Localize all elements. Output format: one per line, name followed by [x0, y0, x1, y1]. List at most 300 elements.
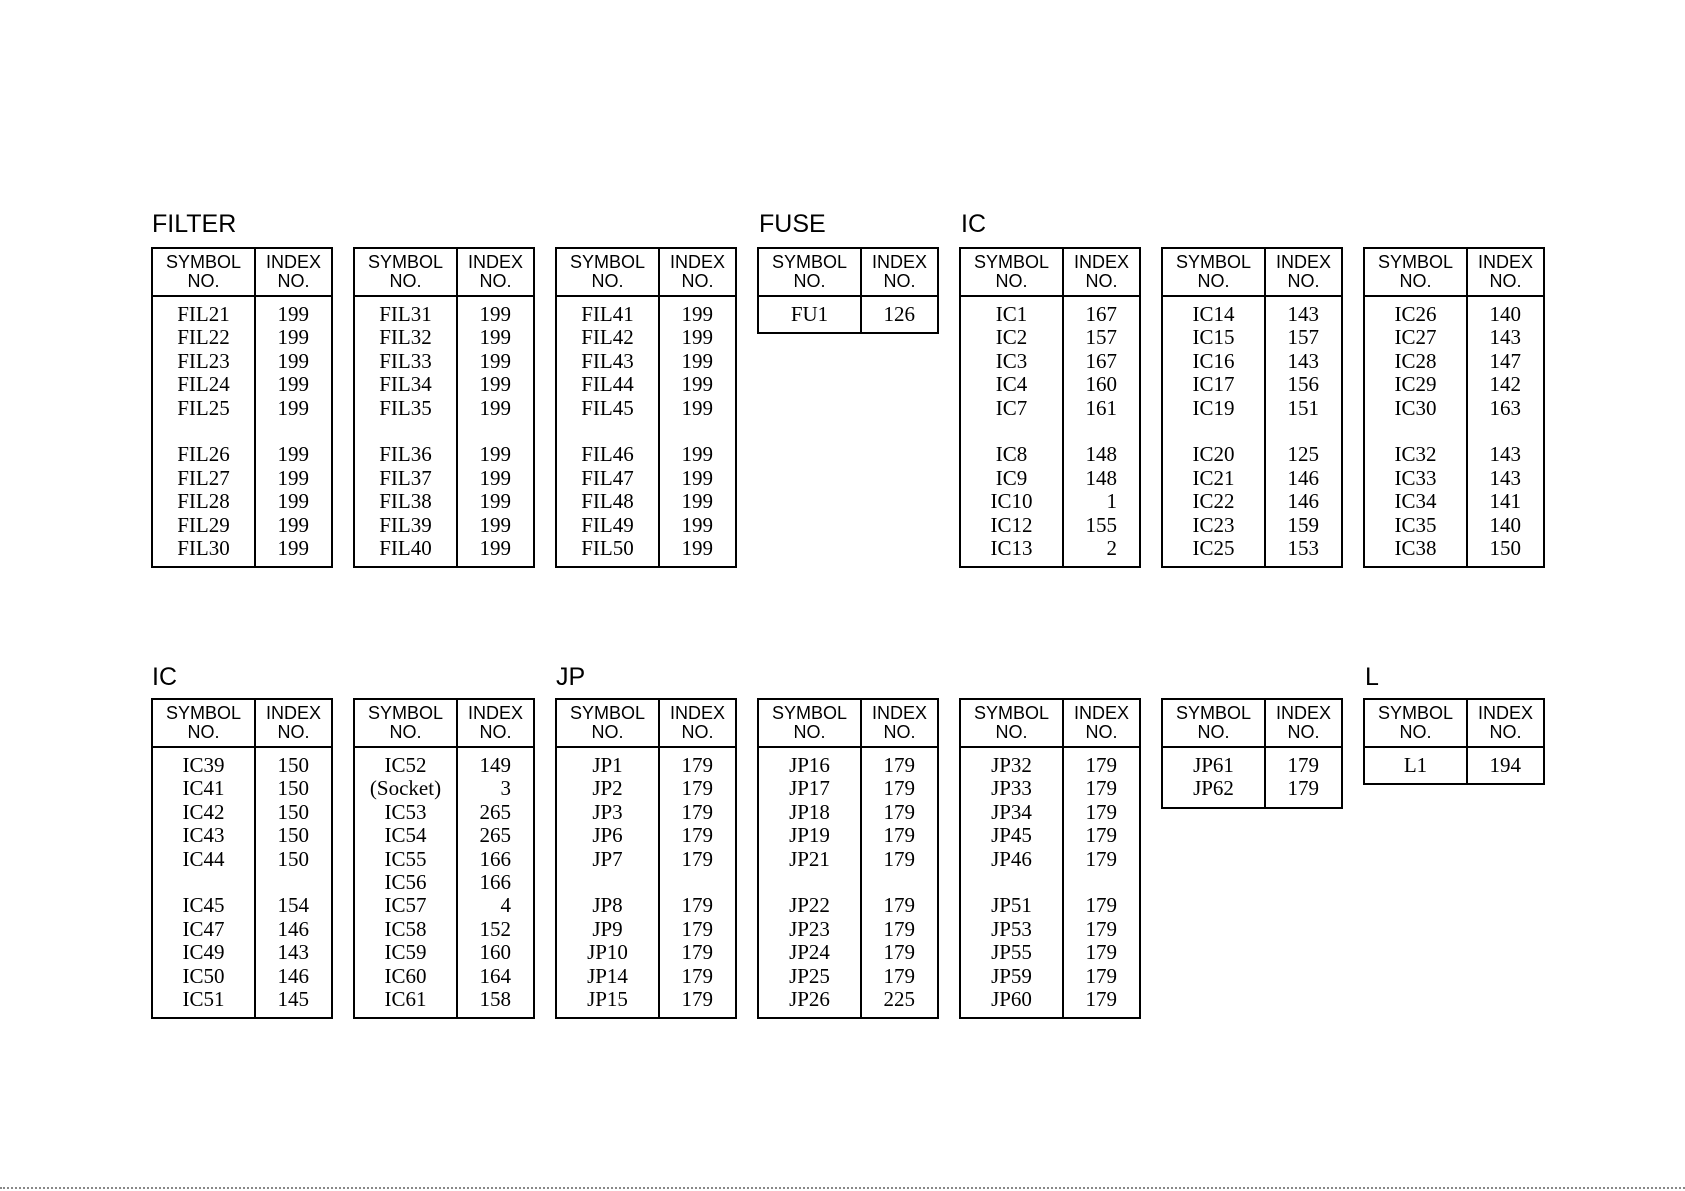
index-cell: 166: [479, 869, 511, 894]
index-cell: [256, 420, 309, 443]
symbol-cell: JP53: [991, 916, 1032, 941]
symbol-column: [1365, 297, 1468, 566]
index-cell: 199: [681, 372, 713, 397]
symbol-cell: IC29: [1394, 372, 1437, 397]
index-cell: 179: [1085, 823, 1117, 848]
index-cell: 199: [277, 395, 309, 420]
index-cell: 164: [479, 963, 511, 988]
symbol-cell: IC13: [990, 535, 1033, 560]
parts-table-ic-4: [151, 698, 333, 1019]
symbol-cell: JP62: [1193, 776, 1234, 801]
symbol-cell: [557, 420, 658, 443]
symbol-cell: FIL29: [177, 512, 230, 537]
symbol-cell: [961, 871, 1062, 894]
symbol-cell: FIL24: [177, 372, 230, 397]
symbol-cell: JP6: [592, 823, 623, 848]
table-body: [759, 297, 937, 332]
index-cell: 199: [479, 465, 511, 490]
header-text: NO.: [479, 271, 512, 291]
symbol-cell: FIL40: [379, 535, 432, 560]
header-text: NO.: [591, 271, 624, 291]
symbol-cell: FIL26: [177, 442, 230, 467]
table-header: [1365, 700, 1543, 748]
symbol-cell: IC54: [384, 823, 427, 848]
index-cell: 179: [681, 916, 713, 941]
index-cell: 161: [1085, 395, 1117, 420]
index-cell: 160: [1085, 372, 1117, 397]
parts-table-jp-4: [1161, 698, 1343, 809]
symbol-cell: IC45: [182, 893, 225, 918]
index-no-header: [1468, 249, 1543, 295]
symbol-cell: [355, 420, 456, 443]
header-text: INDEX: [1073, 703, 1129, 723]
symbol-no-header: [1163, 249, 1266, 295]
symbol-cell: IC43: [182, 823, 225, 848]
index-cell: 143: [1489, 442, 1521, 467]
symbol-cell: [153, 420, 254, 443]
index-cell: 153: [1287, 535, 1319, 560]
symbol-cell: FIL21: [177, 302, 230, 326]
symbol-cell: [557, 871, 658, 894]
parts-table-ic-2: [1161, 247, 1343, 568]
table-header: [153, 700, 331, 748]
symbol-cell: FU1: [790, 302, 829, 326]
index-cell: 150: [277, 846, 309, 871]
table-body: [961, 748, 1139, 1017]
symbol-cell: IC16: [1192, 348, 1235, 373]
index-cell: 2: [1106, 535, 1117, 560]
index-cell: 179: [681, 963, 713, 988]
symbol-cell: JP22: [789, 893, 830, 918]
index-cell: 143: [1489, 465, 1521, 490]
table-header: [355, 249, 533, 297]
index-cell: 179: [883, 916, 915, 941]
symbol-column: [961, 748, 1064, 1017]
symbol-cell: FIL49: [581, 512, 634, 537]
index-cell: 199: [479, 512, 511, 537]
symbol-cell: FIL36: [379, 442, 432, 467]
index-cell: 179: [681, 776, 713, 801]
index-column: [1266, 297, 1341, 566]
symbol-cell: JP14: [587, 963, 628, 988]
symbol-cell: IC4: [995, 372, 1028, 397]
index-no-header: [862, 249, 937, 295]
symbol-column: [1365, 748, 1468, 783]
index-cell: 179: [883, 776, 915, 801]
section-label-filter: FILTER: [152, 210, 237, 238]
symbol-cell: JP17: [789, 776, 830, 801]
symbol-cell: JP61: [1193, 753, 1234, 777]
index-cell: [1064, 871, 1117, 894]
index-cell: 199: [681, 302, 713, 326]
header-text: INDEX: [467, 252, 523, 272]
symbol-cell: IC52: [384, 753, 427, 777]
index-column: [1468, 748, 1543, 783]
symbol-cell: IC51: [182, 986, 225, 1011]
symbol-cell: IC56: [384, 869, 427, 894]
symbol-cell: FIL39: [379, 512, 432, 537]
symbol-cell: FIL35: [379, 395, 432, 420]
symbol-no-header: [355, 700, 458, 746]
symbol-column: [1163, 297, 1266, 566]
header-text: NO.: [1287, 722, 1320, 742]
header-text: NO.: [1197, 722, 1230, 742]
symbol-cell: JP26: [789, 986, 830, 1011]
index-cell: 146: [1287, 489, 1319, 514]
symbol-cell: JP60: [991, 986, 1032, 1011]
symbol-no-header: [961, 700, 1064, 746]
index-cell: 150: [1489, 535, 1521, 560]
symbol-cell: FIL28: [177, 489, 230, 514]
symbol-cell: IC12: [990, 512, 1033, 537]
index-cell: 150: [277, 799, 309, 824]
header-text: NO.: [1085, 271, 1118, 291]
parts-table-filter-2: [353, 247, 535, 568]
index-cell: 150: [277, 776, 309, 801]
index-cell: 179: [681, 893, 713, 918]
index-cell: 179: [883, 799, 915, 824]
symbol-no-header: [759, 700, 862, 746]
index-column: [1064, 297, 1139, 566]
index-cell: 199: [681, 325, 713, 350]
table-body: [1365, 297, 1543, 566]
index-cell: 179: [1085, 916, 1117, 941]
index-cell: 179: [681, 799, 713, 824]
parts-table-ic-1: [959, 247, 1141, 568]
header-text: NO.: [1197, 271, 1230, 291]
symbol-cell: IC2: [995, 325, 1028, 350]
symbol-cell: [759, 871, 860, 894]
index-cell: 179: [1085, 893, 1117, 918]
index-no-header: [256, 700, 331, 746]
index-cell: 159: [1287, 512, 1319, 537]
index-cell: 179: [681, 753, 713, 777]
index-column: [660, 297, 735, 566]
symbol-cell: IC15: [1192, 325, 1235, 350]
index-cell: 194: [1489, 753, 1521, 777]
table-body: [1365, 748, 1543, 783]
table-header: [759, 249, 937, 297]
symbol-cell: JP21: [789, 846, 830, 871]
header-text: NO.: [1085, 722, 1118, 742]
symbol-column: [355, 297, 458, 566]
symbol-cell: IC10: [990, 489, 1033, 514]
symbol-cell: IC53: [384, 799, 427, 824]
symbol-column: [759, 297, 862, 332]
header-text: SYMBOL: [1175, 252, 1252, 272]
index-cell: 154: [277, 893, 309, 918]
symbol-cell: FIL27: [177, 465, 230, 490]
index-cell: 179: [1085, 986, 1117, 1011]
symbol-column: [759, 748, 862, 1017]
symbol-cell: FIL30: [177, 535, 230, 560]
header-text: NO.: [1489, 271, 1522, 291]
table-body: [557, 748, 735, 1017]
symbol-cell: FIL25: [177, 395, 230, 420]
header-text: NO.: [187, 271, 220, 291]
index-no-header: [1266, 700, 1341, 746]
index-cell: 143: [1287, 348, 1319, 373]
symbol-no-header: [961, 249, 1064, 295]
symbol-cell: JP8: [592, 893, 623, 918]
symbol-cell: JP7: [592, 846, 623, 871]
header-text: NO.: [187, 722, 220, 742]
index-cell: 199: [681, 465, 713, 490]
symbol-cell: IC30: [1394, 395, 1437, 420]
table-header: [759, 700, 937, 748]
index-cell: 199: [479, 442, 511, 467]
index-cell: 199: [277, 302, 309, 326]
symbol-no-header: [759, 249, 862, 295]
symbol-cell: FIL22: [177, 325, 230, 350]
index-cell: 157: [1287, 325, 1319, 350]
index-cell: 199: [681, 535, 713, 560]
header-text: INDEX: [467, 703, 523, 723]
symbol-cell: JP32: [991, 753, 1032, 777]
symbol-cell: JP10: [587, 940, 628, 965]
header-text: NO.: [793, 722, 826, 742]
section-label-l: L: [1365, 663, 1379, 691]
index-cell: 156: [1287, 372, 1319, 397]
header-text: SYMBOL: [1377, 252, 1454, 272]
symbol-cell: IC28: [1394, 348, 1437, 373]
symbol-cell: IC33: [1394, 465, 1437, 490]
symbol-no-header: [1365, 700, 1468, 746]
index-cell: 179: [1287, 776, 1319, 801]
index-cell: 199: [681, 395, 713, 420]
table-header: [153, 249, 331, 297]
symbol-cell: FIL32: [379, 325, 432, 350]
index-cell: 199: [277, 442, 309, 467]
header-text: NO.: [591, 722, 624, 742]
header-text: NO.: [995, 271, 1028, 291]
symbol-cell: [1365, 420, 1466, 443]
index-cell: 126: [883, 302, 915, 326]
header-text: INDEX: [1477, 703, 1533, 723]
symbol-cell: FIL37: [379, 465, 432, 490]
section-label-jp: JP: [556, 663, 586, 691]
index-no-header: [256, 249, 331, 295]
header-text: NO.: [389, 271, 422, 291]
table-body: [557, 297, 735, 566]
symbol-no-header: [153, 249, 256, 295]
symbol-cell: IC60: [384, 963, 427, 988]
header-text: INDEX: [1275, 703, 1331, 723]
symbol-cell: IC41: [182, 776, 225, 801]
header-text: INDEX: [871, 252, 927, 272]
index-cell: 179: [681, 846, 713, 871]
symbol-cell: FIL31: [379, 302, 432, 326]
table-header: [355, 700, 533, 748]
index-cell: 143: [277, 940, 309, 965]
symbol-cell: FIL33: [379, 348, 432, 373]
symbol-cell: IC59: [384, 940, 427, 965]
table-body: [1163, 748, 1341, 807]
header-text: INDEX: [871, 703, 927, 723]
header-text: NO.: [1399, 722, 1432, 742]
symbol-cell: JP45: [991, 823, 1032, 848]
symbol-no-header: [355, 249, 458, 295]
index-cell: 179: [883, 753, 915, 777]
header-text: NO.: [883, 271, 916, 291]
header-text: SYMBOL: [973, 252, 1050, 272]
symbol-cell: IC3: [995, 348, 1028, 373]
symbol-column: [153, 748, 256, 1017]
index-cell: 141: [1489, 489, 1521, 514]
index-cell: 199: [277, 512, 309, 537]
symbol-cell: IC9: [995, 465, 1028, 490]
symbol-column: [557, 748, 660, 1017]
symbol-cell: FIL46: [581, 442, 634, 467]
table-header: [961, 700, 1139, 748]
index-cell: [1266, 420, 1319, 443]
symbol-no-header: [557, 249, 660, 295]
index-no-header: [1468, 700, 1543, 746]
symbol-cell: IC49: [182, 940, 225, 965]
header-text: SYMBOL: [569, 703, 646, 723]
index-no-header: [862, 700, 937, 746]
index-cell: 146: [277, 916, 309, 941]
index-no-header: [458, 249, 533, 295]
symbol-cell: FIL50: [581, 535, 634, 560]
symbol-cell: JP55: [991, 940, 1032, 965]
page-bottom-rule: [0, 1187, 1685, 1189]
table-header: [1163, 700, 1341, 748]
header-text: SYMBOL: [1377, 703, 1454, 723]
parts-table-ic-5: [353, 698, 535, 1019]
index-cell: 179: [1085, 799, 1117, 824]
symbol-cell: [153, 871, 254, 894]
symbol-cell: IC25: [1192, 535, 1235, 560]
symbol-cell: (Socket): [369, 776, 442, 801]
index-cell: 199: [277, 535, 309, 560]
index-no-header: [660, 700, 735, 746]
header-text: INDEX: [669, 252, 725, 272]
index-column: [660, 748, 735, 1017]
index-column: [458, 748, 533, 1017]
index-cell: 199: [479, 372, 511, 397]
symbol-cell: JP51: [991, 893, 1032, 918]
index-cell: 155: [1085, 512, 1117, 537]
symbol-cell: JP15: [587, 986, 628, 1011]
symbol-cell: [1163, 420, 1264, 443]
index-cell: [1064, 420, 1117, 443]
table-header: [557, 249, 735, 297]
header-text: NO.: [1287, 271, 1320, 291]
index-cell: 199: [277, 465, 309, 490]
index-cell: 265: [479, 823, 511, 848]
index-cell: 148: [1085, 442, 1117, 467]
symbol-cell: IC19: [1192, 395, 1235, 420]
index-cell: 149: [479, 753, 511, 777]
index-cell: 179: [1085, 846, 1117, 871]
parts-table-ic-3: [1363, 247, 1545, 568]
symbol-cell: FIL42: [581, 325, 634, 350]
index-cell: 199: [479, 489, 511, 514]
symbol-cell: FIL44: [581, 372, 634, 397]
symbol-cell: IC32: [1394, 442, 1437, 467]
index-cell: 179: [1287, 753, 1319, 777]
header-text: INDEX: [1477, 252, 1533, 272]
header-text: NO.: [995, 722, 1028, 742]
symbol-cell: IC35: [1394, 512, 1437, 537]
symbol-cell: IC61: [384, 986, 427, 1011]
symbol-cell: IC50: [182, 963, 225, 988]
symbol-cell: IC47: [182, 916, 225, 941]
symbol-no-header: [1163, 700, 1266, 746]
symbol-cell: JP34: [991, 799, 1032, 824]
index-cell: 143: [1489, 325, 1521, 350]
index-column: [1064, 748, 1139, 1017]
symbol-no-header: [557, 700, 660, 746]
symbol-cell: JP3: [592, 799, 623, 824]
symbol-cell: IC1: [995, 302, 1028, 326]
symbol-cell: IC8: [995, 442, 1028, 467]
index-cell: [660, 871, 713, 894]
header-text: NO.: [793, 271, 826, 291]
index-cell: 125: [1287, 442, 1319, 467]
table-body: [759, 748, 937, 1017]
index-column: [862, 748, 937, 1017]
index-cell: 158: [479, 986, 511, 1011]
header-text: SYMBOL: [771, 252, 848, 272]
index-cell: 163: [1489, 395, 1521, 420]
index-cell: 179: [1085, 776, 1117, 801]
index-no-header: [1266, 249, 1341, 295]
table-header: [961, 249, 1139, 297]
symbol-cell: IC39: [182, 753, 225, 777]
table-header: [1163, 249, 1341, 297]
index-cell: 179: [681, 823, 713, 848]
header-text: SYMBOL: [1175, 703, 1252, 723]
header-text: SYMBOL: [367, 252, 444, 272]
index-cell: 199: [277, 325, 309, 350]
index-cell: 179: [1085, 963, 1117, 988]
symbol-cell: JP16: [789, 753, 830, 777]
symbol-cell: JP25: [789, 963, 830, 988]
index-cell: 179: [883, 846, 915, 871]
index-cell: 199: [277, 372, 309, 397]
index-cell: 199: [479, 348, 511, 373]
parts-table-filter-1: [151, 247, 333, 568]
index-no-header: [1064, 700, 1139, 746]
table-body: [355, 297, 533, 566]
table-body: [153, 297, 331, 566]
parts-table-fuse-1: [757, 247, 939, 334]
index-cell: 199: [681, 348, 713, 373]
symbol-cell: JP33: [991, 776, 1032, 801]
symbol-no-header: [153, 700, 256, 746]
index-cell: 1: [1106, 489, 1117, 514]
header-text: NO.: [883, 722, 916, 742]
index-cell: 179: [1085, 940, 1117, 965]
symbol-column: [355, 748, 458, 1017]
symbol-cell: JP59: [991, 963, 1032, 988]
symbol-cell: JP1: [592, 753, 623, 777]
symbol-cell: IC23: [1192, 512, 1235, 537]
index-cell: 199: [479, 535, 511, 560]
index-no-header: [660, 249, 735, 295]
header-text: INDEX: [669, 703, 725, 723]
header-text: SYMBOL: [367, 703, 444, 723]
header-text: NO.: [681, 271, 714, 291]
index-cell: 179: [1085, 753, 1117, 777]
index-cell: 199: [277, 489, 309, 514]
index-cell: 152: [479, 916, 511, 941]
index-cell: 265: [479, 799, 511, 824]
symbol-column: [1163, 748, 1266, 807]
index-cell: 199: [479, 325, 511, 350]
